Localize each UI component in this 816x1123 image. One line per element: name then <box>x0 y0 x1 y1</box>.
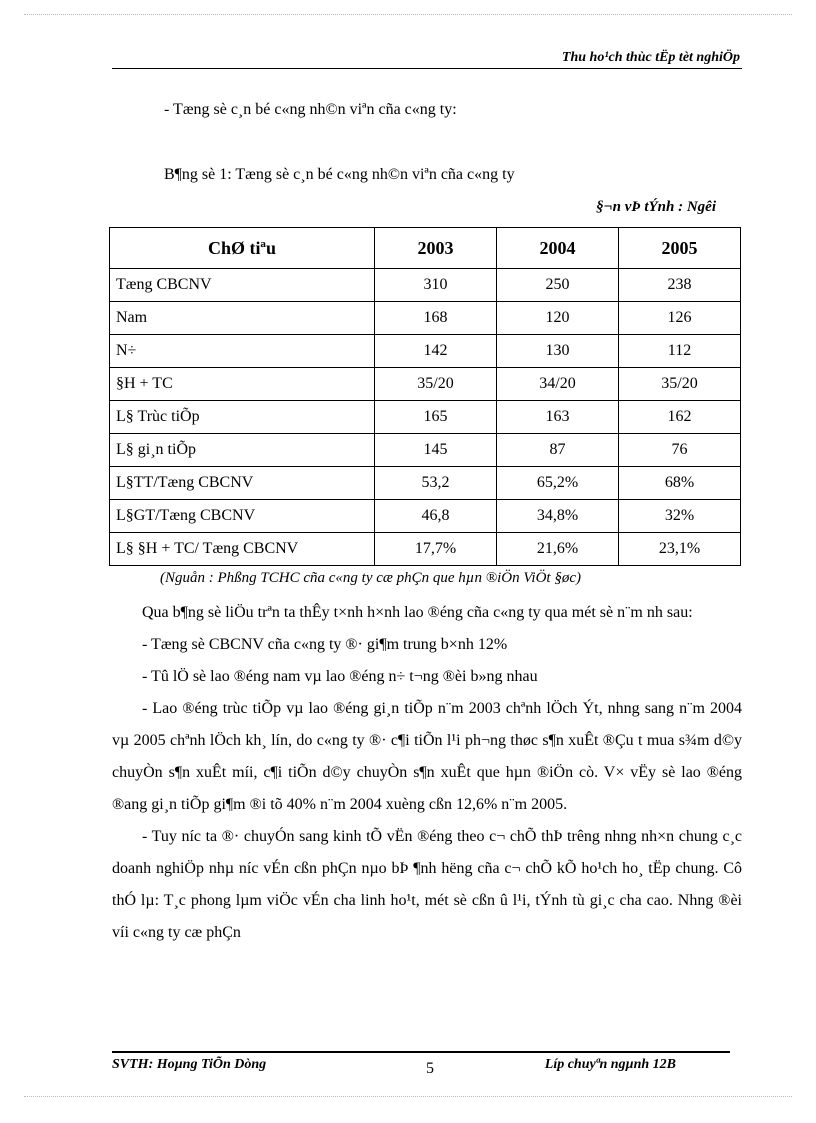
staff-table <box>109 227 741 566</box>
table-row <box>110 434 741 467</box>
footer-rule <box>112 1051 730 1053</box>
cell-value: 32% <box>618 500 740 533</box>
header-cell: ChØ tiªu <box>110 228 375 269</box>
cell-value: 163 <box>497 401 619 434</box>
table-row <box>110 335 741 368</box>
body-text <box>112 597 742 949</box>
cell-value: 87 <box>497 434 619 467</box>
page-edge-bottom <box>24 1096 792 1097</box>
row-label: L§ Trùc tiÕp <box>110 401 375 434</box>
page-edge-top <box>24 14 792 15</box>
header-rule <box>112 68 742 69</box>
table-row <box>110 302 741 335</box>
table-row <box>110 401 741 434</box>
cell-value: 35/20 <box>618 368 740 401</box>
intro-line: - Tæng sè c¸n bé c«ng nh©n viªn cña c«ng ty: <box>164 101 457 118</box>
table-row <box>110 269 741 302</box>
paragraph: - Lao ®éng trùc tiÕp vµ lao ®éng gi¸n tiÕp n¨m 2003 chªnh lÖch Ýt, nhng sang n¨m 2004 vµ 2005 chªnh lÖch kh¸ lín, do c«ng ty ®· c¶i tiÕn l¹i ph¬ng thøc s¶n xuÊt ®Çu t mua s¾m d©y chuyÒn s¶n xuÊt míi, c¶i tiÕn d©y chuyÒn s¶n xuÊt que hµn ®iÖn cò. V× vËy sè lao ®éng ®ang gi¸n tiÕp gi¶m ®i tõ 40% n¨m 2004 xuèng cßn 12,6% n¨m 2005. <box>112 700 742 813</box>
header-title: Thu ho¹ch thùc tËp tèt nghiÖp <box>561 50 740 65</box>
cell-value: 23,1% <box>618 533 740 566</box>
cell-value: 126 <box>618 302 740 335</box>
table-row <box>110 467 741 500</box>
table-caption: B¶ng sè 1: Tæng sè c¸n bé c«ng nh©n viªn cña c«ng ty <box>164 166 515 183</box>
paragraph: - Tû lÖ sè lao ®éng nam vµ lao ®éng n÷ t¬ng ®èi b»ng nhau <box>142 668 538 685</box>
cell-value: 120 <box>497 302 619 335</box>
unit-label: §¬n vÞ tÝnh : Ngêi <box>596 199 716 215</box>
cell-value: 168 <box>375 302 497 335</box>
header-cell: 2003 <box>375 228 497 269</box>
cell-value: 165 <box>375 401 497 434</box>
cell-value: 34/20 <box>497 368 619 401</box>
paragraph: - Tæng sè CBCNV cña c«ng ty ®· gi¶m trung b×nh 12% <box>142 636 508 653</box>
row-label: L§ gi¸n tiÕp <box>110 434 375 467</box>
cell-value: 250 <box>497 269 619 302</box>
cell-value: 46,8 <box>375 500 497 533</box>
row-label: L§TT/Tæng CBCNV <box>110 467 375 500</box>
source-note: (Nguån : Phßng TCHC cña c«ng ty cæ phÇn que hµn ®iÖn ViÖt §øc) <box>160 570 581 586</box>
cell-value: 35/20 <box>375 368 497 401</box>
cell-value: 34,8% <box>497 500 619 533</box>
row-label: N÷ <box>110 335 375 368</box>
cell-value: 21,6% <box>497 533 619 566</box>
cell-value: 68% <box>618 467 740 500</box>
row-label: L§GT/Tæng CBCNV <box>110 500 375 533</box>
cell-value: 53,2 <box>375 467 497 500</box>
cell-value: 65,2% <box>497 467 619 500</box>
cell-value: 162 <box>618 401 740 434</box>
paragraph: Qua b¶ng sè liÖu trªn ta thÊy t×nh h×nh lao ®éng cña c«ng ty qua mét sè n¨m nh sau: <box>142 604 693 621</box>
cell-value: 142 <box>375 335 497 368</box>
cell-value: 112 <box>618 335 740 368</box>
cell-value: 238 <box>618 269 740 302</box>
row-label: Nam <box>110 302 375 335</box>
header-cell: 2004 <box>497 228 619 269</box>
header-cell: 2005 <box>618 228 740 269</box>
footer-class: Líp chuyªn ngµnh 12B <box>544 1057 676 1072</box>
cell-value: 130 <box>497 335 619 368</box>
paragraph: - Tuy níc ta ®· chuyÓn sang kinh tÕ vËn ®éng theo c¬ chÕ thÞ trêng nhng nh×n chung c¸c doanh nghiÖp nhµ níc vÉn cßn phÇn nµo bÞ ¶nh hëng cña c¬ chÕ kÕ ho¹ch ho¸ tËp chung. Cô thÓ lµ: T¸c phong lµm viÖc vÉn cha linh ho¹t, mét sè cßn û l¹i, tÝnh tù gi¸c cha cao. Nhng ®èi víi c«ng ty cæ phÇn <box>112 828 742 941</box>
cell-value: 76 <box>618 434 740 467</box>
cell-value: 310 <box>375 269 497 302</box>
cell-value: 145 <box>375 434 497 467</box>
cell-value: 17,7% <box>375 533 497 566</box>
footer-author: SVTH: Hoµng TiÕn Dòng <box>112 1057 267 1072</box>
table-row <box>110 368 741 401</box>
row-label: §H + TC <box>110 368 375 401</box>
row-label: L§ §H + TC/ Tæng CBCNV <box>110 533 375 566</box>
row-label: Tæng CBCNV <box>110 269 375 302</box>
table-row <box>110 533 741 566</box>
table-header-row <box>110 228 741 269</box>
table-row <box>110 500 741 533</box>
page-number: 5 <box>426 1060 434 1077</box>
